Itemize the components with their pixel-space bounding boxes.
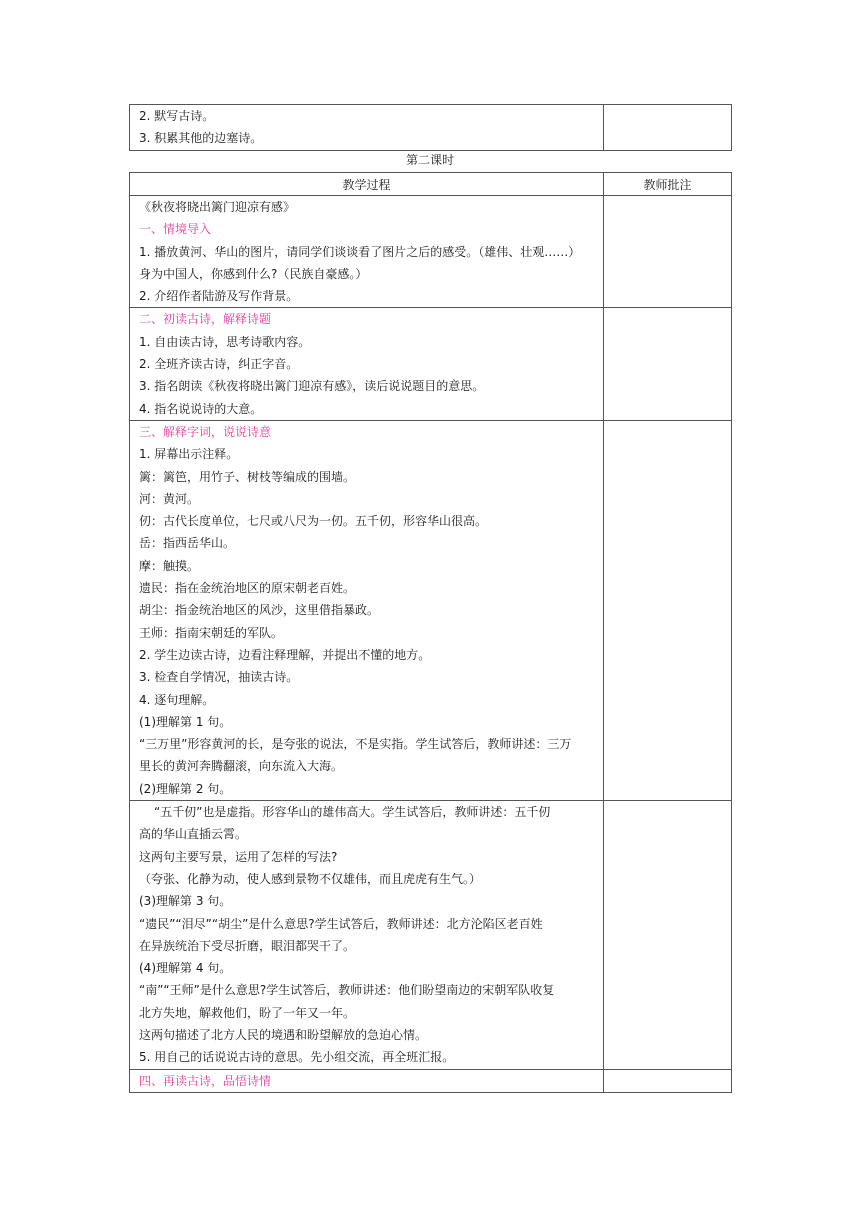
- section-heading: 四、再读古诗，品悟诗情: [139, 1073, 272, 1088]
- text-line: (4)理解第 4 句。: [139, 961, 232, 976]
- section-heading: 三、解释字词，说说诗意: [139, 424, 272, 439]
- process-cell: [130, 420, 604, 800]
- text-line: 王师：指南宋朝廷的军队。: [139, 625, 284, 640]
- text-line: 2. 介绍作者陆游及写作背景。: [139, 289, 299, 304]
- notes-cell: [604, 105, 732, 151]
- text-line: “三万里”形容黄河的长，是夸张的说法，不是实指。学生试答后，教师讲述：三万: [139, 737, 572, 752]
- section-row: [130, 420, 732, 800]
- text-line: 仞：古代长度单位，七尺或八尺为一仞。五千仞，形容华山很高。: [139, 514, 488, 529]
- text-line: 高的华山直插云霄。: [139, 827, 248, 842]
- text-line: 2. 学生边读古诗，边看注释理解，并提出不懂的地方。: [139, 647, 431, 662]
- process-cell: [130, 1069, 604, 1092]
- text-line: 《秋夜将晓出篱门迎凉有感》: [139, 200, 296, 214]
- text-line: 北方失地，解救他们，盼了一年又一年。: [139, 1005, 356, 1020]
- previous-lesson-table: [129, 104, 732, 151]
- text-line: 2. 默写古诗。: [139, 109, 215, 123]
- notes-cell: [604, 1069, 732, 1092]
- section-heading: 二、初读古诗，解释诗题: [139, 312, 272, 327]
- text-line: (3)理解第 3 句。: [139, 894, 232, 909]
- table-row: [130, 105, 732, 151]
- text-line: 2. 全班齐读古诗，纠正字音。: [139, 357, 299, 372]
- section-row: [130, 196, 732, 308]
- text-line: “五千仞”也是虚指。形容华山的雄伟高大。学生试答后，教师讲述：五千仞: [154, 805, 551, 820]
- notes-cell: [604, 308, 732, 420]
- notes-header: 教师批注: [604, 173, 732, 196]
- text-line: 这两句描述了北方人民的境遇和盼望解放的急迫心情。: [139, 1027, 428, 1042]
- notes-cell: [604, 420, 732, 800]
- text-line: 里长的黄河奔腾翻滚，向东流入大海。: [139, 759, 344, 774]
- text-line: 在异族统治下受尽折磨，眼泪都哭干了。: [139, 938, 356, 953]
- text-line: (2)理解第 2 句。: [139, 781, 232, 796]
- text-line: 篱：篱笆，用竹子、树枝等编成的围墙。: [139, 469, 356, 484]
- process-cell: [130, 105, 604, 151]
- text-line: （夸张、化静为动，使人感到景物不仅雄伟，而且虎虎有生气。）: [139, 871, 482, 886]
- process-header: 教学过程: [130, 173, 604, 196]
- text-line: 3. 指名朗读《秋夜将晓出篱门迎凉有感》，读后说说题目的意思。: [139, 379, 485, 394]
- text-line: “南”“王师”是什么意思?学生试答后，教师讲述：他们盼望南边的宋朝军队收复: [139, 983, 555, 998]
- text-line: 3. 检查自学情况，抽读古诗。: [139, 670, 299, 685]
- text-line: 4. 逐句理解。: [139, 692, 215, 707]
- notes-cell: [604, 196, 732, 308]
- text-line: 1. 自由读古诗，思考诗歌内容。: [139, 334, 311, 349]
- table-header-row: [130, 173, 732, 196]
- section-row: [130, 801, 732, 1070]
- text-line: 1. 播放黄河、华山的图片，请同学们谈谈看了图片之后的感受。（雄伟、壮观……）: [139, 244, 581, 259]
- text-line: 1. 屏幕出示注释。: [139, 447, 239, 462]
- section-row: [130, 1069, 732, 1092]
- text-line: 5. 用自己的话说说古诗的意思。先小组交流，再全班汇报。: [139, 1050, 455, 1065]
- sections-body: [130, 196, 732, 1093]
- text-line: 河：黄河。: [139, 491, 200, 506]
- text-line: 3. 积累其他的边塞诗。: [139, 131, 263, 146]
- text-line: 4. 指名说说诗的大意。: [139, 401, 263, 416]
- notes-cell: [604, 801, 732, 1070]
- lesson-title: 第二课时: [405, 153, 454, 167]
- text-line: “遗民”“泪尽”“胡尘”是什么意思?学生试答后，教师讲述：北方沦陷区老百姓: [139, 916, 543, 931]
- section-heading: 一、情境导入: [139, 222, 212, 237]
- text-line: 岳：指西岳华山。: [139, 536, 236, 551]
- lesson-plan-table: [129, 172, 732, 1093]
- text-line: 这两句主要写景，运用了怎样的写法?: [139, 849, 338, 864]
- process-cell: [130, 308, 604, 420]
- process-cell: [130, 801, 604, 1070]
- text-line: 身为中国人，你感到什么?（民族自豪感。）: [139, 266, 368, 281]
- text-line: 胡尘：指金统治地区的风沙，这里借指暴政。: [139, 603, 380, 618]
- text-line: 摩：触摸。: [139, 558, 200, 573]
- section-row: [130, 308, 732, 420]
- process-cell: [130, 196, 604, 308]
- text-line: (1)理解第 1 句。: [139, 714, 232, 729]
- text-line: 遗民：指在金统治地区的原宋朝老百姓。: [139, 581, 356, 596]
